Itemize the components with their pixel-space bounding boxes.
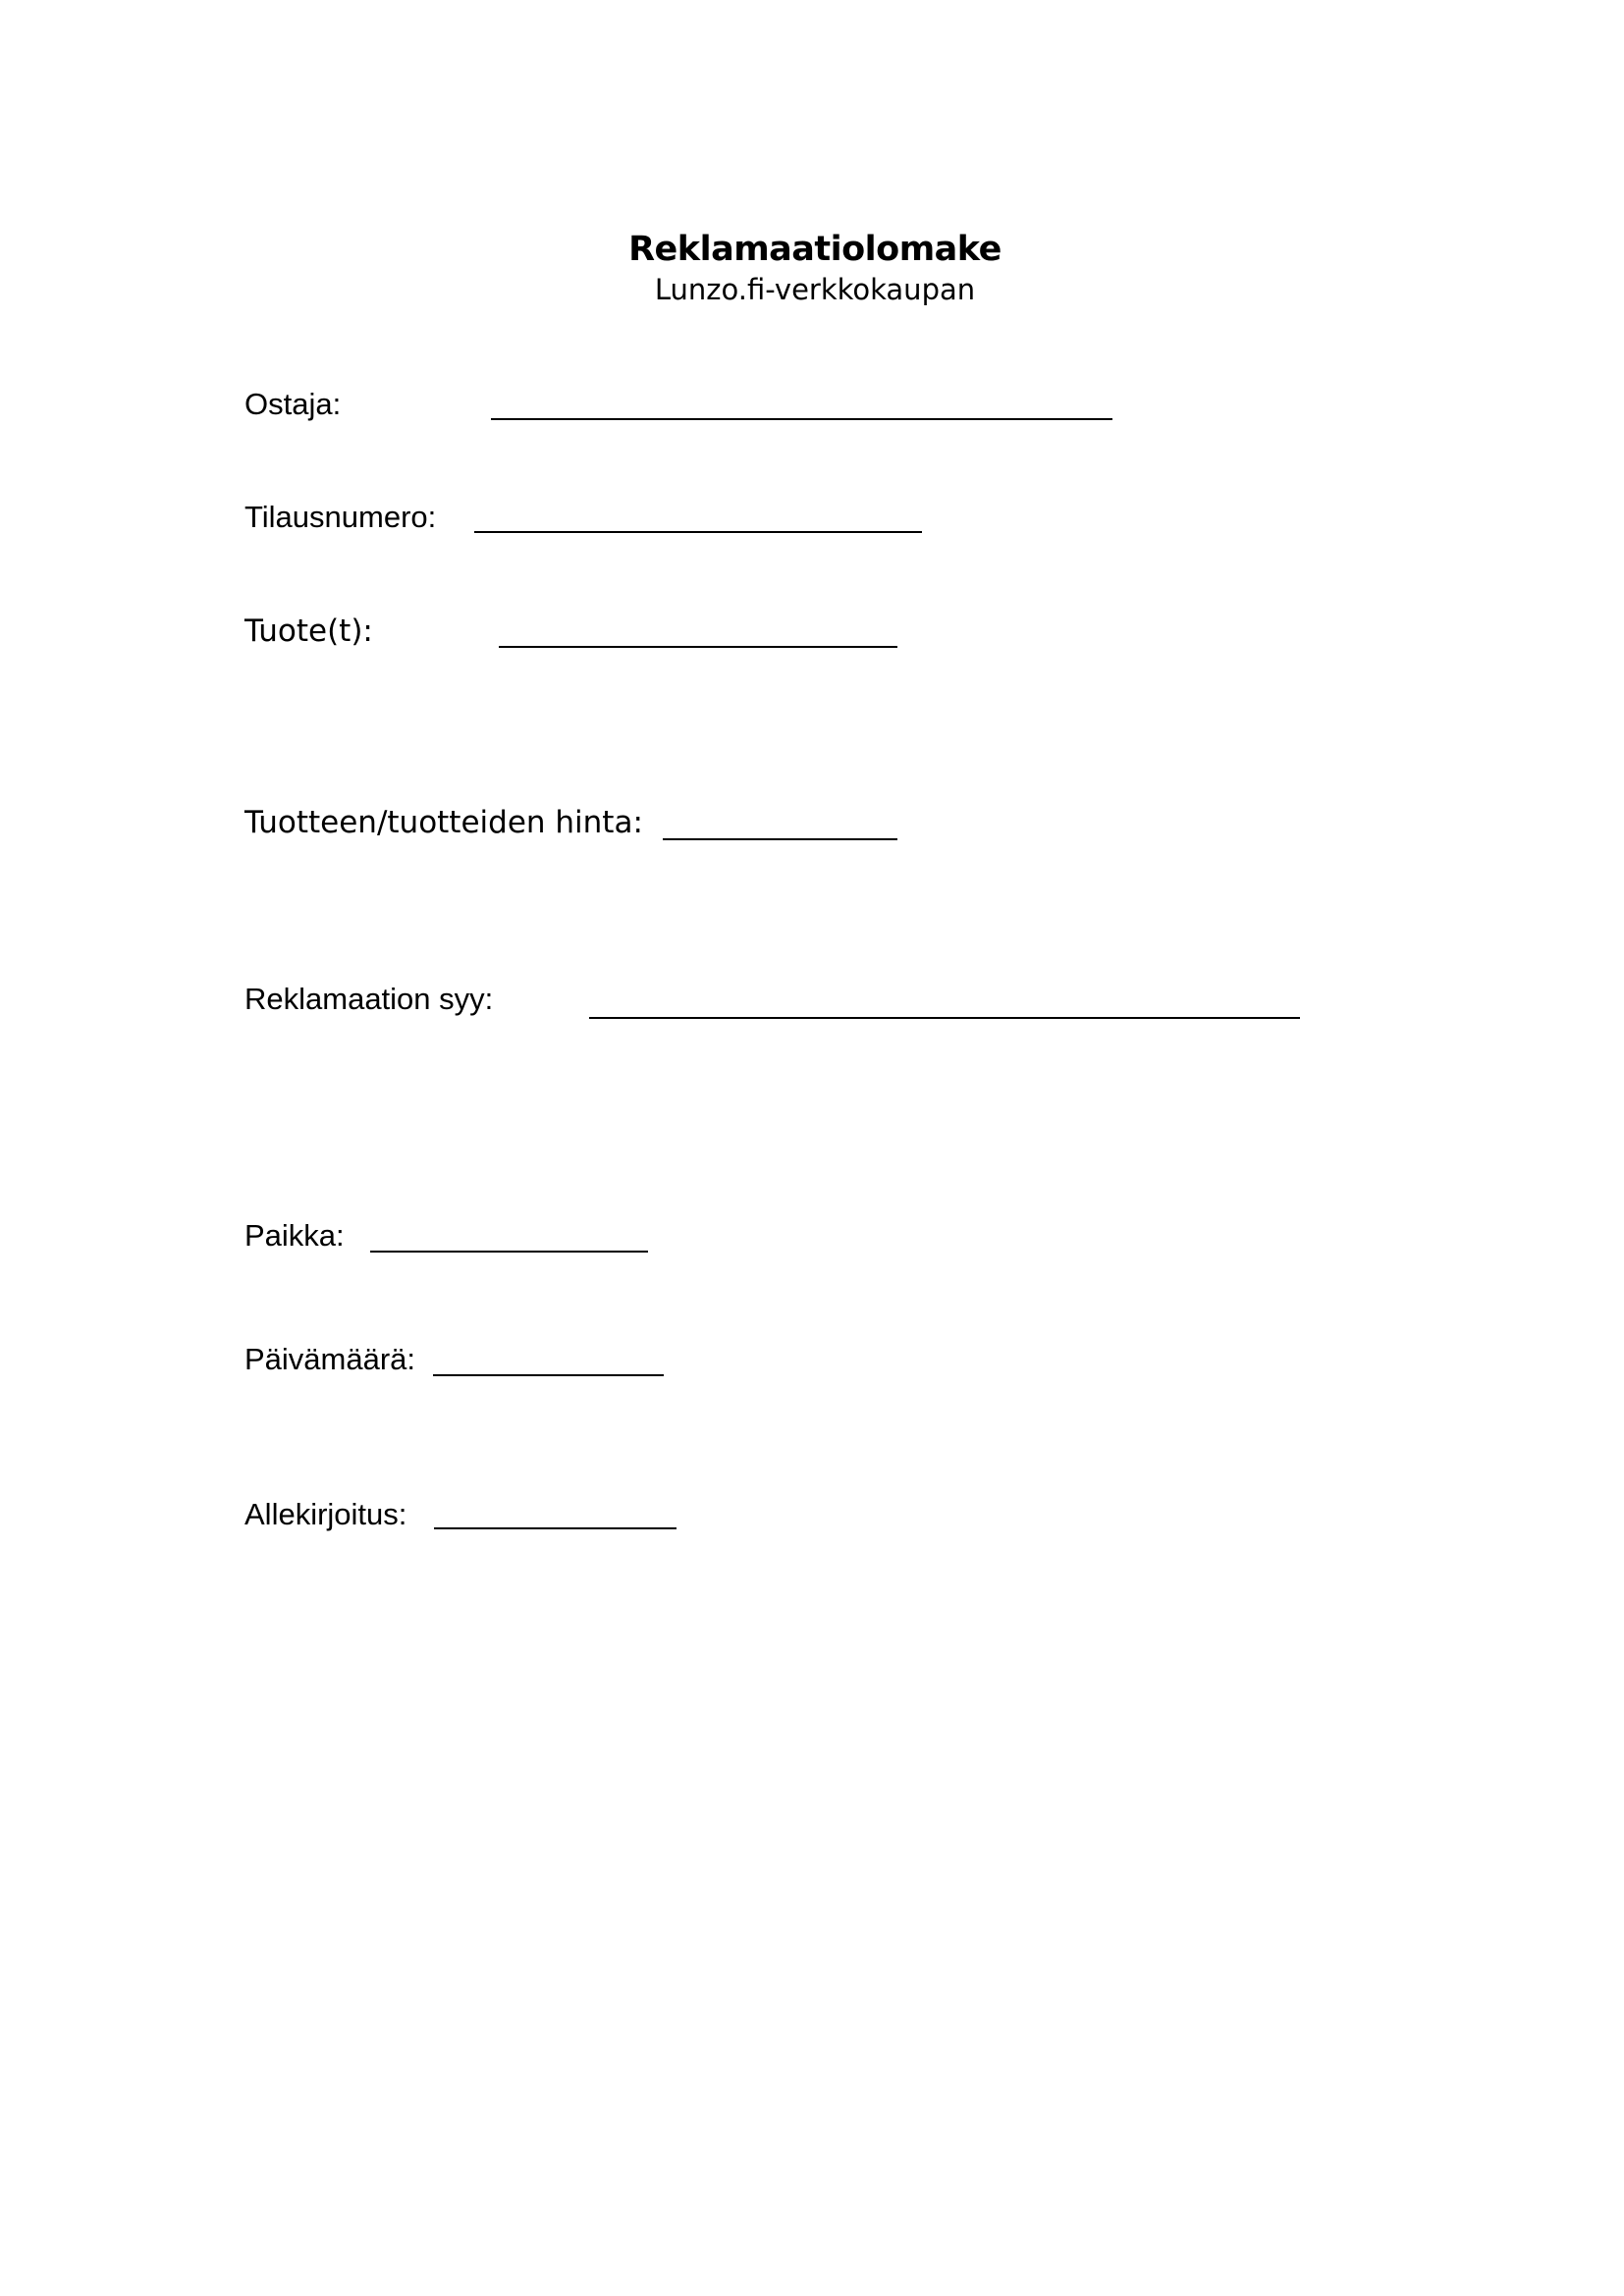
place-label: Paikka: [244, 1218, 345, 1253]
products-label: Tuote(t): [244, 614, 373, 649]
date-label: Päivämäärä: [244, 1342, 416, 1376]
reason-label: Reklamaation syy: [244, 982, 494, 1016]
document-title: Reklamaatiolomake [628, 230, 1001, 269]
price-label: Tuotteen/tuotteiden hinta: [244, 805, 643, 840]
buyer-field-line[interactable] [491, 418, 1112, 420]
buyer-label: Ostaja: [244, 387, 342, 421]
order-number-label: Tilausnumero: [244, 500, 437, 534]
document-subtitle: Lunzo.fi-verkkokaupan [654, 273, 976, 306]
signature-label: Allekirjoitus: [244, 1497, 407, 1531]
order-number-field-line[interactable] [474, 531, 922, 533]
place-field-line[interactable] [370, 1251, 648, 1253]
date-field-line[interactable] [433, 1374, 664, 1376]
reason-field-line[interactable] [589, 1017, 1300, 1019]
price-field-line[interactable] [663, 838, 897, 840]
signature-field-line[interactable] [434, 1527, 677, 1529]
products-field-line[interactable] [499, 646, 897, 648]
